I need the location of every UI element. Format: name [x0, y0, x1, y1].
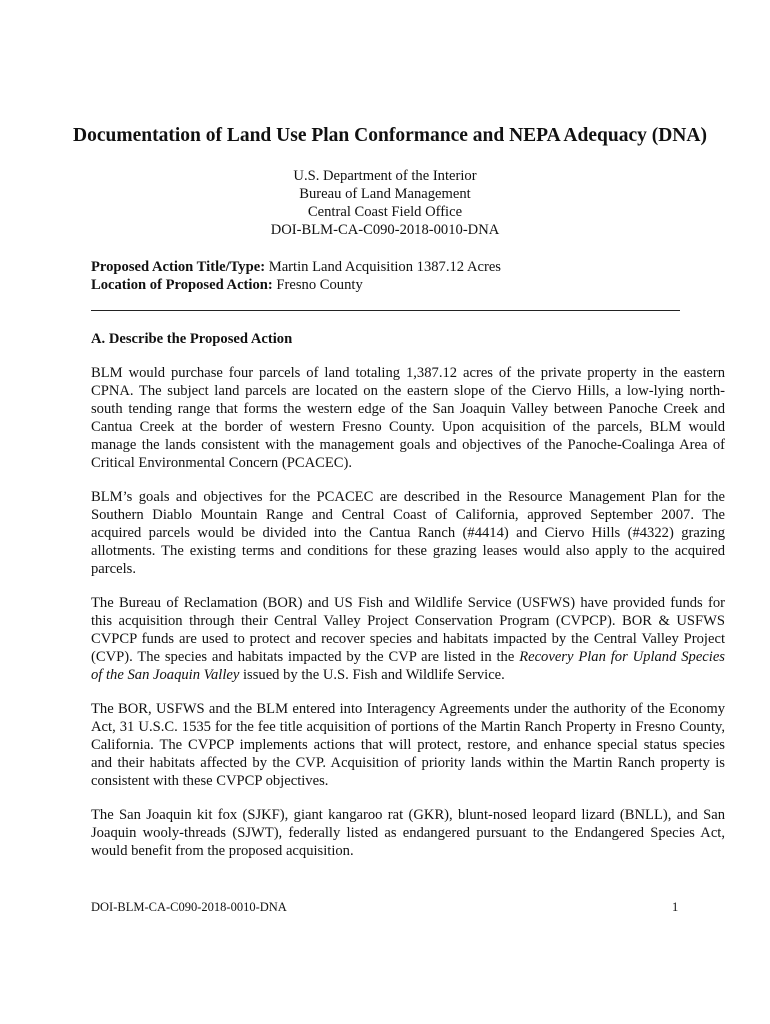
paragraph-line: this acquisition through their Central Valley Project Conservation Program (CVPCP). BOR & USFWS	[91, 613, 725, 629]
paragraph-2	[91, 488, 725, 578]
paragraph-line: manage the lands consistent with the management goals and objectives of the Panoche-Coalinga Area of	[91, 437, 725, 453]
proposed-action-row	[91, 258, 691, 276]
paragraph-line: consistent with these CVPCP objectives.	[91, 773, 329, 789]
paragraph-line: BLM’s goals and objectives for the PCACEC are described in the Resource Management Plan for the	[91, 489, 725, 505]
page-number: 1	[672, 900, 679, 914]
document-id: DOI-BLM-CA-C090-2018-0010-DNA	[270, 222, 500, 238]
paragraph-line: BLM would purchase four parcels of land totaling 1,387.12 acres of the private property in the eastern	[91, 365, 725, 381]
recovery-plan-title-b: of the San Joaquin Valley	[91, 667, 240, 683]
recovery-plan-title-a: Recovery Plan for Upland Species	[519, 649, 725, 665]
paragraph-line: The BOR, USFWS and the BLM entered into Interagency Agreements under the authority of the Economy	[91, 701, 725, 717]
paragraph-line: would benefit from the proposed acquisition.	[91, 843, 354, 859]
paragraph-line: acquired parcels would be divided into the Cantua Ranch (#4414) and Ciervo Hills (#4322) grazing	[91, 525, 725, 541]
paragraph-line: parcels.	[91, 561, 136, 577]
paragraph-line: The San Joaquin kit fox (SJKF), giant kangaroo rat (GKR), blunt-nosed leopard lizard (BNLL), and San	[91, 807, 725, 823]
agency-block	[0, 167, 770, 239]
cvp-text-b: issued by the U.S. Fish and Wildlife Service.	[239, 667, 505, 683]
location-row	[91, 276, 691, 294]
paragraph-line: allotments. The existing terms and conditions for these grazing leases would also apply to the acquired	[91, 543, 725, 559]
paragraph-line: Cantua Creek at the border of western Fresno County. Upon acquisition of the parcels, BLM would	[91, 419, 725, 435]
paragraph-line: California. The CVPCP implements actions that will protect, restore, and enhance special status species	[91, 737, 725, 753]
footer-document-id: DOI-BLM-CA-C090-2018-0010-DNA	[91, 900, 287, 914]
paragraph-line: Act, 31 U.S.C. 1535 for the fee title acquisition of portions of the Martin Ranch Property in Fresno County,	[91, 719, 725, 735]
paragraph-4	[91, 700, 725, 790]
paragraph-line: Southern Diablo Mountain Range and Central Coast of California, approved September 2007. The	[91, 507, 725, 523]
section-a-heading: A. Describe the Proposed Action	[91, 331, 293, 347]
horizontal-divider	[91, 310, 680, 311]
action-meta	[91, 258, 691, 294]
paragraph-line: The Bureau of Reclamation (BOR) and US Fish and Wildlife Service (USFWS) have provided funds for	[91, 595, 725, 611]
proposed-action-label: Proposed Action Title/Type:	[91, 259, 266, 275]
paragraph-line: CPNA. The subject land parcels are located on the eastern slope of the Ciervo Hills, a low-lying north-	[91, 383, 725, 399]
agency-bureau: Bureau of Land Management	[299, 186, 471, 202]
paragraph-5	[91, 806, 725, 860]
paragraph-1	[91, 364, 725, 472]
paragraph-line: south tending range that forms the western edge of the San Joaquin Valley between Panoche Creek and	[91, 401, 725, 417]
paragraph-3	[91, 594, 725, 684]
agency-field-office: Central Coast Field Office	[307, 204, 463, 220]
section-a-body	[91, 364, 725, 876]
agency-department: U.S. Department of the Interior	[293, 168, 477, 184]
paragraph-line: Joaquin wooly-threads (SJWT), federally listed as endangered pursuant to the Endangered Species Act,	[91, 825, 725, 841]
cvp-text-a: (CVP). The species and habitats impacted by the CVP are listed in the	[91, 649, 520, 665]
document-title: Documentation of Land Use Plan Conformance and NEPA Adequacy (DNA)	[73, 125, 707, 146]
paragraph-line: and their habitats affected by the CVP. Acquisition of priority lands within the Martin Ranch property is	[91, 755, 725, 771]
location-label: Location of Proposed Action:	[91, 277, 273, 293]
paragraph-line: CVPCP funds are used to protect and recover species and habitats impacted by the Central Valley Project	[91, 631, 725, 647]
location-value: Fresno County	[276, 277, 363, 293]
paragraph-line: Critical Environmental Concern (PCACEC).	[91, 455, 353, 471]
paragraph-line-mixed	[91, 648, 725, 666]
proposed-action-value: Martin Land Acquisition 1387.12 Acres	[268, 259, 501, 275]
paragraph-line-mixed	[91, 666, 725, 684]
